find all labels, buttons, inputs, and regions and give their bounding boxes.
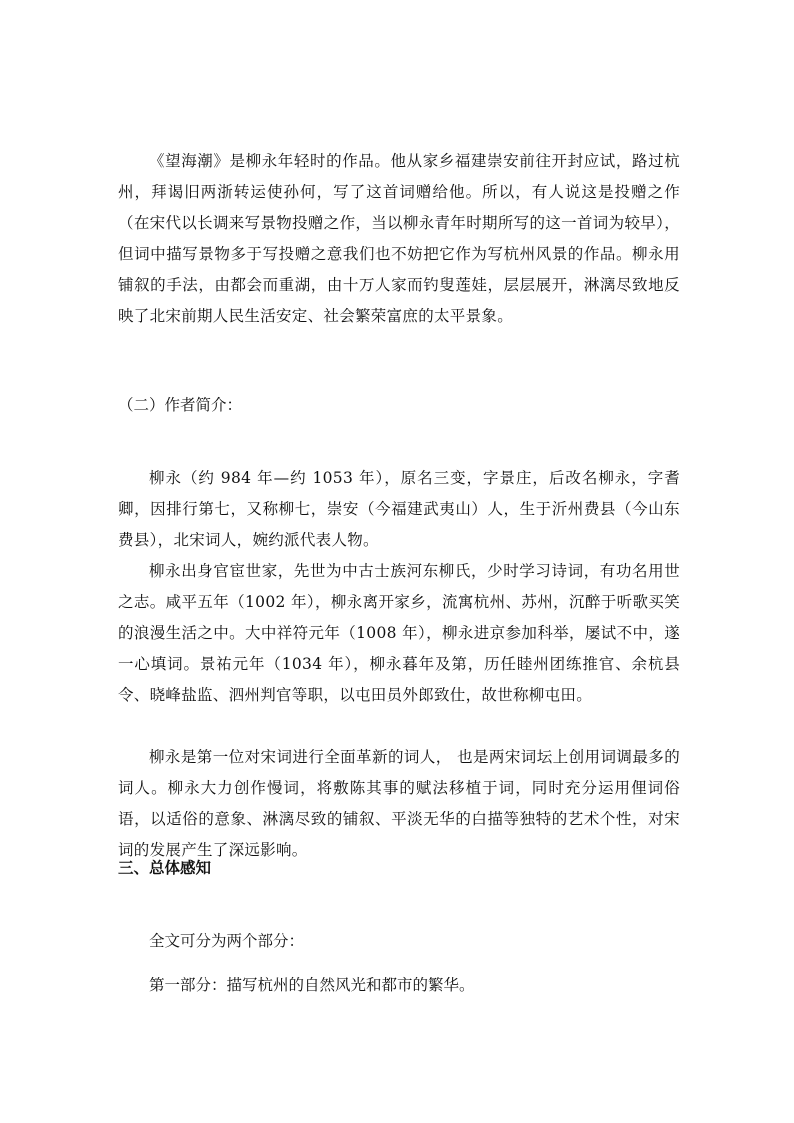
overview-line: 全文可分为两个部分： bbox=[149, 932, 305, 950]
bio-paragraph-3: 柳永是第一位对宋词进行全面革新的词人， 也是两宋词坛上创用词调最多的词人。柳永大力创作慢词，将敷陈其事的赋法移植于词，同时充分运用俚词俗语，以适俗的意象、淋漓尽致的铺叙、平淡无华的白描等独特的艺术个性，对宋词的发展产生了深远影响。 bbox=[118, 748, 680, 859]
intro-paragraph: 《望海潮》是柳永年轻时的作品。他从家乡福建崇安前往开封应试，路过杭州，拜谒旧两浙转运使孙何，写了这首词赠给他。所以，有人说这是投赠之作（在宋代以长调来写景物投赠之作，当以柳永青年时期所写的这一首词为较早），但词中描写景物多于写投赠之意我们也不妨把它作为写杭州风景的作品。柳永用铺叙的手法，由都会而重湖，由十万人家而钓叟莲娃，层层展开，淋漓尽致地反映了北宋前期人民生活安定、社会繁荣富庶的太平景象。 bbox=[118, 152, 680, 325]
part-one-line: 第一部分：描写杭州的自然风光和都市的繁华。 bbox=[149, 976, 475, 994]
bio-paragraph-1: 柳永（约 984 年—约 1053 年），原名三变，字景庄，后改名柳永，字耆卿，因排行第七，又称柳七，崇安（今福建武夷山）人，生于沂州费县（今山东费县），北宋词人，婉约派代表人物。 bbox=[118, 469, 680, 549]
bio-paragraph-2: 柳永出身官宦世家，先世为中古士族河东柳氏，少时学习诗词，有功名用世之志。咸平五年（1002 年），柳永离开家乡，流寓杭州、苏州，沉醉于听歌买笑的浪漫生活之中。大中祥符元年（1008 年），柳永进京参加科举，屡试不中，遂一心填词。景祐元年（1034 年），柳永暮年及第，历任睦州团练推官、余杭县令、晓峰盐监、泗州判官等职，以屯田员外郎致仕，故世称柳屯田。 bbox=[118, 562, 680, 704]
section-heading-author: （二）作者简介： bbox=[118, 396, 243, 414]
section-heading-overview: 三、总体感知 bbox=[118, 858, 212, 877]
